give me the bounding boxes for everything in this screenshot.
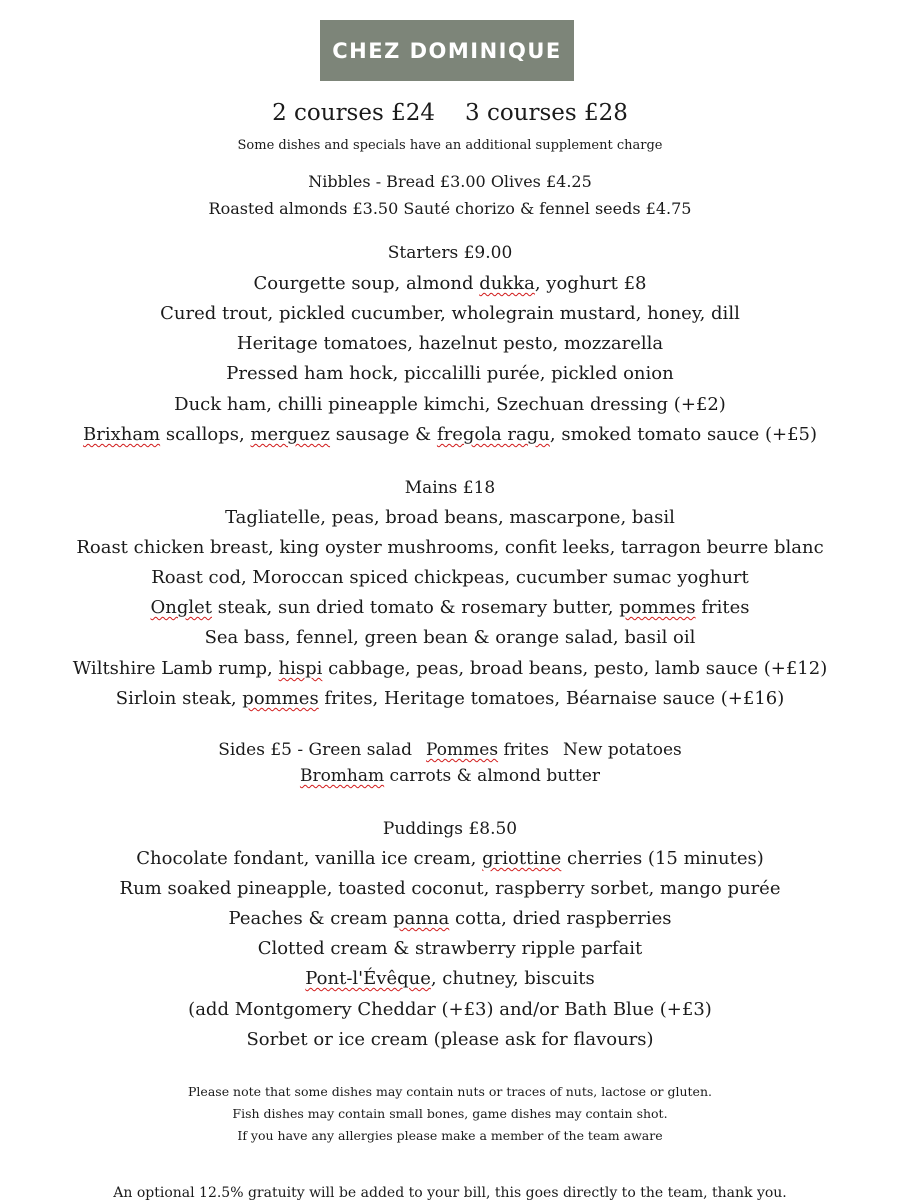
item-text: , yoghurt £8 bbox=[534, 273, 647, 294]
item-text-flagged: griottine bbox=[482, 848, 562, 869]
gratuity-note: An optional 12.5% gratuity will be added to your bill, this goes directly to the team, thank you. bbox=[113, 1185, 787, 1201]
item-text-flagged: Pont-l'Évêque bbox=[305, 968, 431, 989]
item-text-flagged: Pommes bbox=[426, 740, 499, 760]
pudding-item: Clotted cream & strawberry ripple parfait bbox=[257, 938, 643, 959]
pudding-item: (add Montgomery Cheddar (+£3) and/or Bath Blue (+£3) bbox=[188, 999, 712, 1020]
item-text-flagged: Onglet bbox=[150, 597, 213, 618]
item-text: frites, Heritage tomatoes, Béarnaise sauce (+£16) bbox=[318, 688, 785, 709]
item-text: frites bbox=[695, 597, 750, 618]
item-text: Wiltshire Lamb rump, bbox=[72, 658, 279, 679]
item-text-flagged: Brixham bbox=[82, 424, 161, 445]
item-text: Peaches & cream bbox=[228, 908, 394, 929]
item-text: Courgette soup, almond bbox=[253, 273, 480, 294]
item-text: scallops, bbox=[160, 424, 251, 445]
pudding-item bbox=[0, 850, 900, 868]
starter-item: Heritage tomatoes, hazelnut pesto, mozzarella bbox=[236, 333, 664, 354]
item-text: Chocolate fondant, vanilla ice cream, bbox=[136, 848, 483, 869]
starter-item bbox=[0, 275, 900, 293]
sides-line-2 bbox=[0, 768, 900, 785]
item-text-flagged: panna bbox=[393, 908, 450, 929]
item-text: steak, sun dried tomato & rosemary butter, bbox=[212, 597, 620, 618]
pudding-item bbox=[0, 970, 900, 988]
main-item bbox=[0, 599, 900, 617]
nibbles-line-1: Nibbles - Bread £3.00 Olives £4.25 bbox=[308, 172, 592, 191]
item-text: carrots & almond butter bbox=[384, 766, 601, 786]
nibbles-line-2: Roasted almonds £3.50 Sauté chorizo & fennel seeds £4.75 bbox=[208, 199, 692, 218]
item-text: cabbage, peas, broad beans, pesto, lamb sauce (+£12) bbox=[322, 658, 828, 679]
main-item: Sea bass, fennel, green bean & orange salad, basil oil bbox=[204, 627, 696, 648]
two-courses-price: 2 courses £24 bbox=[272, 100, 435, 126]
item-text: cherries (15 minutes) bbox=[561, 848, 764, 869]
sides-line-1 bbox=[0, 742, 900, 759]
item-text-flagged: dukka bbox=[479, 273, 535, 294]
starters-heading: Starters £9.00 bbox=[387, 243, 513, 263]
item-text: sausage & bbox=[330, 424, 437, 445]
logo-text: CHEZ DOMINIQUE bbox=[332, 38, 562, 63]
item-text: , smoked tomato sauce (+£5) bbox=[549, 424, 817, 445]
starter-item bbox=[0, 426, 900, 444]
main-item: Tagliatelle, peas, broad beans, mascarpone, basil bbox=[225, 507, 675, 528]
item-text: , chutney, biscuits bbox=[430, 968, 595, 989]
pudding-item: Sorbet or ice cream (please ask for flavours) bbox=[246, 1029, 654, 1050]
item-text: New potatoes bbox=[562, 740, 682, 760]
item-text-flagged: fregola ragu bbox=[436, 424, 550, 445]
restaurant-logo bbox=[320, 20, 574, 81]
mains-heading: Mains £18 bbox=[404, 478, 496, 498]
allergy-note-3: If you have any allergies please make a member of the team aware bbox=[237, 1128, 663, 1143]
item-text: Sides £5 - Green salad bbox=[218, 740, 413, 760]
main-item bbox=[0, 690, 900, 708]
three-courses-price: 3 courses £28 bbox=[465, 100, 628, 126]
item-text: Sirloin steak, bbox=[115, 688, 243, 709]
item-text-flagged: hispi bbox=[278, 658, 323, 679]
item-text-flagged: pommes bbox=[619, 597, 696, 618]
allergy-note-2: Fish dishes may contain small bones, game dishes may contain shot. bbox=[232, 1106, 668, 1121]
allergy-note-1: Please note that some dishes may contain nuts or traces of nuts, lactose or gluten. bbox=[188, 1084, 712, 1099]
course-prices bbox=[0, 102, 900, 125]
main-item: Roast chicken breast, king oyster mushrooms, confit leeks, tarragon beurre blanc bbox=[76, 537, 824, 558]
puddings-heading: Puddings £8.50 bbox=[382, 819, 518, 839]
item-text: frites bbox=[498, 740, 549, 760]
pudding-item bbox=[0, 910, 900, 928]
main-item bbox=[0, 660, 900, 678]
item-text-flagged: Bromham bbox=[299, 766, 385, 786]
starter-item: Cured trout, pickled cucumber, wholegrain mustard, honey, dill bbox=[160, 303, 740, 324]
pudding-item: Rum soaked pineapple, toasted coconut, raspberry sorbet, mango purée bbox=[119, 878, 781, 899]
main-item: Roast cod, Moroccan spiced chickpeas, cucumber sumac yoghurt bbox=[151, 567, 749, 588]
item-text-flagged: merguez bbox=[250, 424, 331, 445]
starter-item: Pressed ham hock, piccalilli purée, pickled onion bbox=[226, 363, 674, 384]
item-text: cotta, dried raspberries bbox=[449, 908, 672, 929]
supplement-note: Some dishes and specials have an additional supplement charge bbox=[237, 138, 663, 153]
starter-item: Duck ham, chilli pineapple kimchi, Szechuan dressing (+£2) bbox=[174, 394, 726, 415]
item-text-flagged: pommes bbox=[242, 688, 319, 709]
